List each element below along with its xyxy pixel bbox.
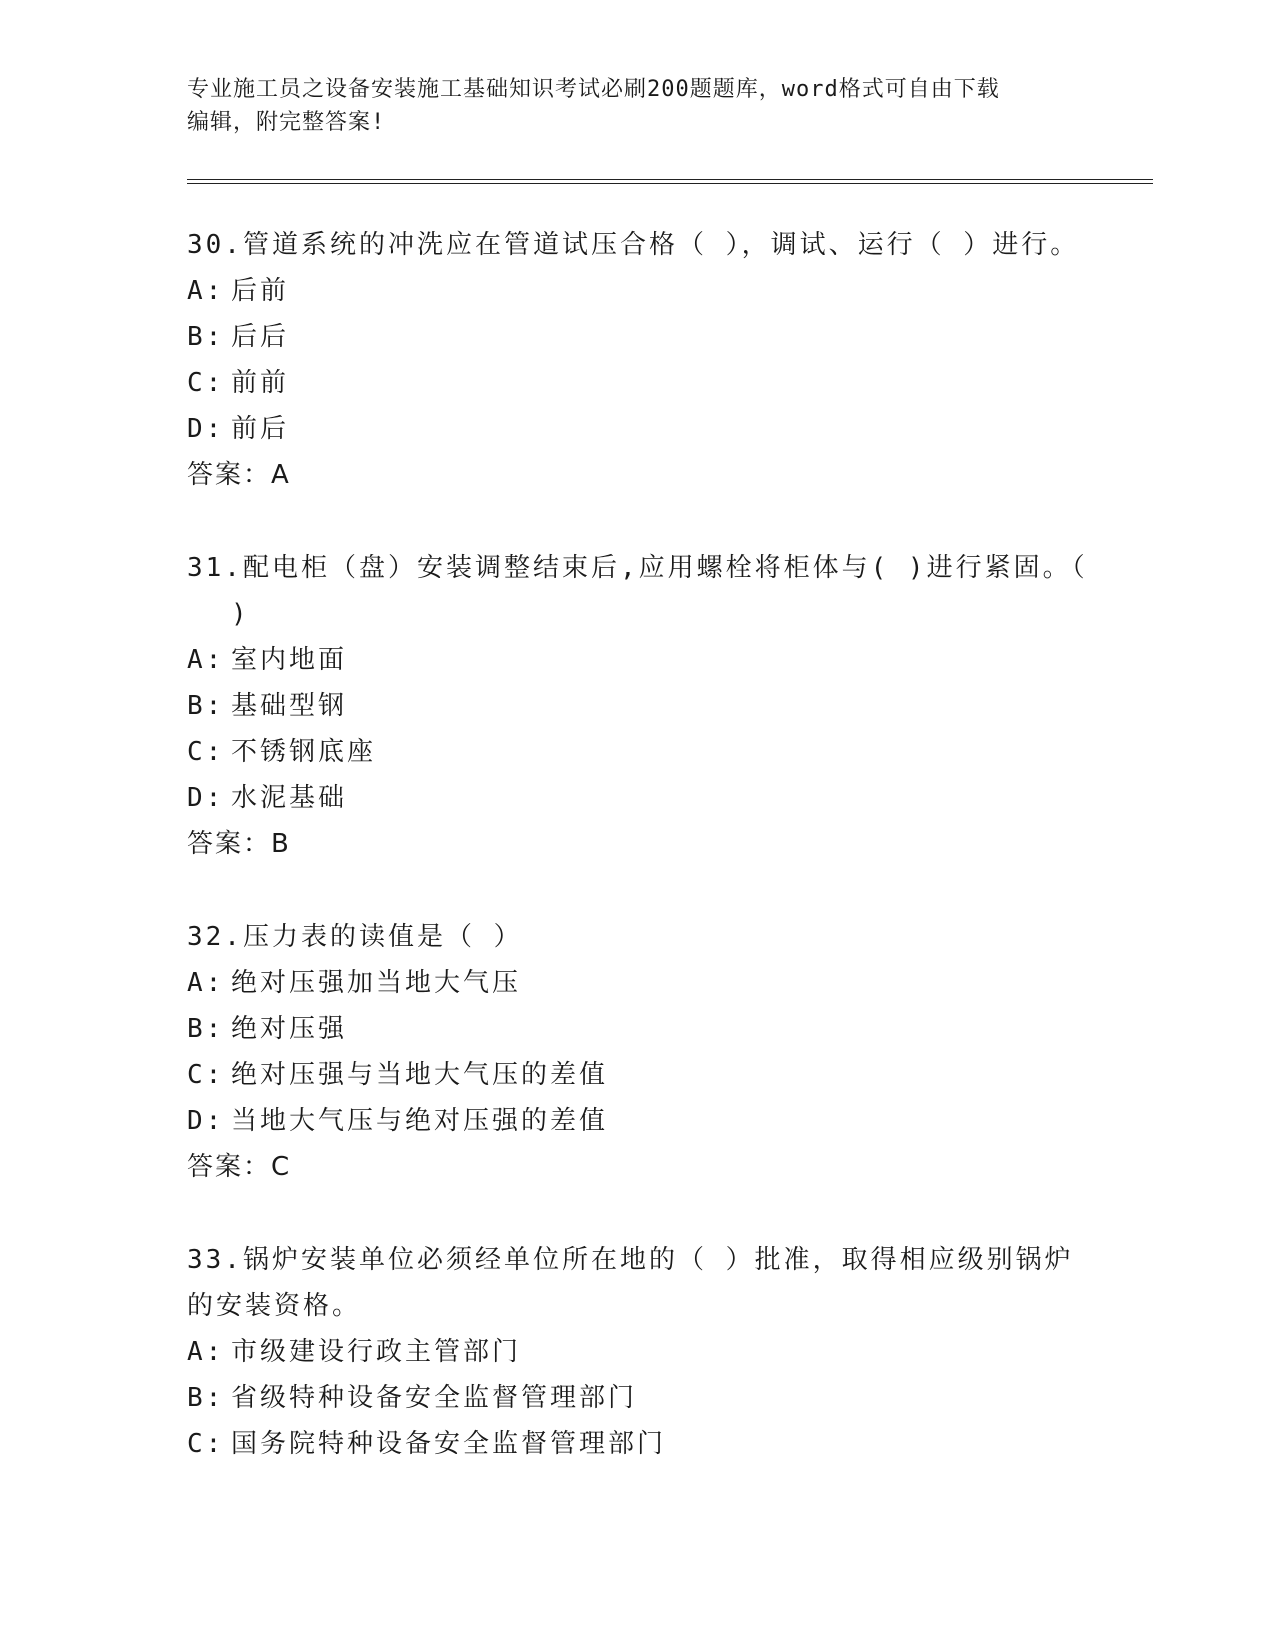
question-stem: 33.锅炉安装单位必须经单位所在地的（ ）批准，取得相应级别锅炉 bbox=[187, 1245, 1074, 1275]
option-letter: D: bbox=[187, 783, 225, 813]
question-stem: 32.压力表的读值是（ ） bbox=[187, 922, 523, 952]
question-stem-continued: ) bbox=[231, 599, 250, 629]
option-letter: B: bbox=[187, 322, 225, 352]
option-letter: A: bbox=[187, 276, 225, 306]
header-line-1: 专业施工员之设备安装施工基础知识考试必刷200题题库，word格式可自由下载 bbox=[187, 77, 1000, 102]
question-31 bbox=[187, 545, 1087, 867]
option-c bbox=[187, 1421, 1087, 1467]
header-line-2: 编辑，附完整答案! bbox=[187, 110, 386, 135]
option-d bbox=[187, 1098, 1087, 1144]
option-text: 绝对压强与当地大气压的差值 bbox=[231, 1060, 609, 1090]
option-letter: D: bbox=[187, 414, 225, 444]
option-text: 国务院特种设备安全监督管理部门 bbox=[231, 1429, 667, 1459]
option-letter: C: bbox=[187, 737, 225, 767]
document-header bbox=[187, 73, 1077, 139]
option-letter: C: bbox=[187, 1429, 225, 1459]
option-letter: A: bbox=[187, 645, 225, 675]
option-b bbox=[187, 1375, 1087, 1421]
header-divider-bottom bbox=[187, 183, 1153, 184]
option-letter: A: bbox=[187, 968, 225, 998]
option-d bbox=[187, 406, 1087, 452]
option-b bbox=[187, 314, 1087, 360]
option-text: 室内地面 bbox=[231, 645, 348, 675]
option-text: 前前 bbox=[231, 368, 290, 398]
option-letter: B: bbox=[187, 691, 225, 721]
option-text: 绝对压强 bbox=[231, 1014, 348, 1044]
option-letter: B: bbox=[187, 1014, 225, 1044]
option-letter: B: bbox=[187, 1383, 225, 1413]
option-letter: A: bbox=[187, 1337, 225, 1367]
question-32 bbox=[187, 914, 1087, 1190]
option-text: 当地大气压与绝对压强的差值 bbox=[231, 1106, 609, 1136]
option-a bbox=[187, 960, 1087, 1006]
option-text: 省级特种设备安全监督管理部门 bbox=[231, 1383, 638, 1413]
question-30 bbox=[187, 222, 1087, 498]
option-a bbox=[187, 637, 1087, 683]
question-33 bbox=[187, 1237, 1087, 1467]
question-stem: 30.管道系统的冲洗应在管道试压合格（ ），调试、运行（ ）进行。 bbox=[187, 230, 1080, 260]
option-text: 不锈钢底座 bbox=[231, 737, 377, 767]
option-a bbox=[187, 268, 1087, 314]
option-text: 前后 bbox=[231, 414, 290, 444]
option-b bbox=[187, 683, 1087, 729]
option-c bbox=[187, 729, 1087, 775]
option-a bbox=[187, 1329, 1087, 1375]
answer-line: 答案：B bbox=[187, 829, 291, 859]
option-text: 绝对压强加当地大气压 bbox=[231, 968, 522, 998]
header-divider-top bbox=[187, 179, 1153, 180]
option-text: 基础型钢 bbox=[231, 691, 348, 721]
question-stem-continued: 的安装资格。 bbox=[187, 1291, 362, 1321]
option-d bbox=[187, 775, 1087, 821]
option-text: 市级建设行政主管部门 bbox=[231, 1337, 522, 1367]
option-letter: C: bbox=[187, 368, 225, 398]
option-b bbox=[187, 1006, 1087, 1052]
option-text: 后前 bbox=[231, 276, 290, 306]
option-c bbox=[187, 360, 1087, 406]
answer-line: 答案：C bbox=[187, 1152, 292, 1182]
option-letter: C: bbox=[187, 1060, 225, 1090]
option-text: 水泥基础 bbox=[231, 783, 348, 813]
option-text: 后后 bbox=[231, 322, 290, 352]
option-c bbox=[187, 1052, 1087, 1098]
answer-line: 答案：A bbox=[187, 460, 291, 490]
question-stem: 31.配电柜（盘）安装调整结束后,应用螺栓将柜体与( )进行紧固。（ bbox=[187, 553, 1088, 583]
option-letter: D: bbox=[187, 1106, 225, 1136]
